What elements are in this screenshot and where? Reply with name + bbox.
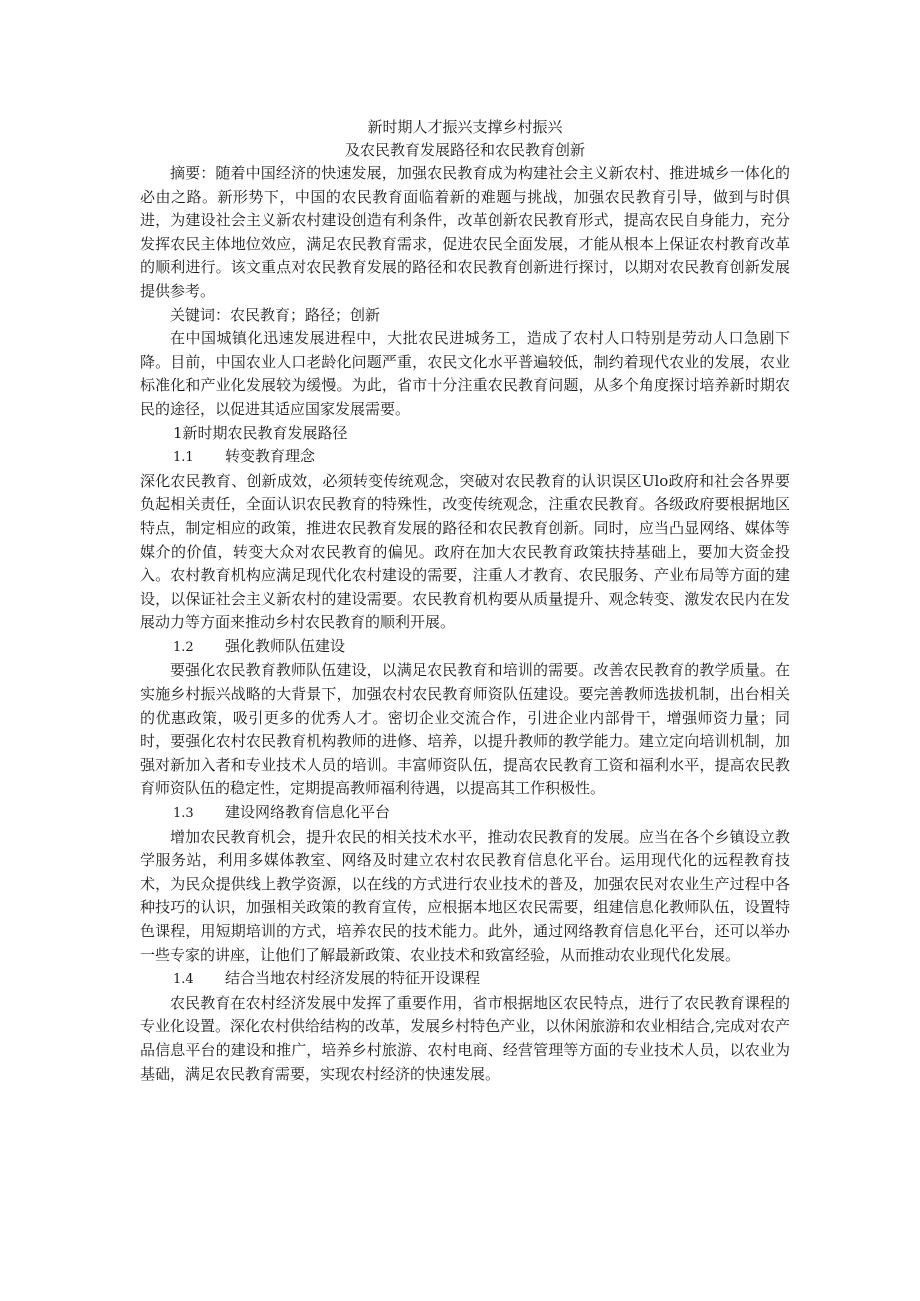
subsection-1-4-heading — [140, 967, 790, 992]
document-page — [140, 116, 790, 1086]
subsection-1-4-body: 农民教育在农村经济发展中发挥了重要作用，省市根据地区农民特点，进行了农民教育课程的专业化设置。深化农村供给结构的改革，发展乡村特色产业，以休闲旅游和农业相结合,完成对农产品信息平台的建设和推广，培养乡村旅游、农村电商、经营管理等方面的专业技术人员，以农业为基础，满足农民教育需要，实现农村经济的快速发展。 — [140, 993, 790, 1083]
subsection-1-1-body: 深化农民教育、创新成效，必须转变传统观念，突破对农民教育的认识误区Ulo政府和社会各界要负起相关责任，全面认识农民教育的特殊性，改变传统观念，注重农民教育。各级政府要根据地区特点，制定相应的政策，推进农民教育发展的路径和农民教育创新。同时，应当凸显网络、媒体等媒介的价值，转变大众对农民教育的偏见。政府在加大农民教育政策扶持基础上，要加大资金投入。农村教育机构应满足现代化农村建设的需要，注重人才教育、农民服务、产业布局等方面的建设，以保证社会主义新农村的建设需要。农民教育机构要从质量提升、观念转变、激发农民内在发展动力等方面来推动乡村农民教育的顺利开展。 — [140, 471, 790, 632]
subsection-number: 1.1 — [173, 450, 194, 466]
title-line-1: 新时期人才振兴支撑乡村振兴 — [367, 118, 563, 136]
subsection-number: 1.3 — [173, 806, 194, 822]
subsection-number: 1.4 — [173, 972, 194, 988]
subsection-1-1-heading — [140, 445, 790, 470]
subsection-number: 1.2 — [173, 639, 194, 655]
subsection-title: 建设网络教育信息化平台 — [225, 803, 391, 822]
title-line-2: 及农民教育发展路径和农民教育创新 — [344, 141, 585, 159]
subsection-1-2-body: 要强化农民教育教师队伍建设，以满足农民教育和培训的需要。改善农民教育的教学质量。在实施乡村振兴战略的大背景下，加强农村农民教育师资队伍建设。要完善教师选拔机制，出台相关的优惠政策，吸引更多的优秀人才。密切企业交流合作，引进企业内部骨干，增强师资力量；同时，要强化农村农民教育机构教师的进修、培养，以提升教师的教学能力。建立定向培训机制，加强对新加入者和专业技术人员的培训。丰富师资队伍，提高农民教育工资和福利水平，提高农民教育师资队伍的稳定性，定期提高教师福利待遇，以提高其工作积极性。 — [140, 661, 790, 798]
subsection-title: 结合当地农村经济发展的特征开设课程 — [225, 969, 481, 988]
subsection-1-3-body: 增加农民教育机会，提升农民的相关技术水平，推动农民教育的发展。应当在各个乡镇设立教学服务站，利用多媒体教室、网络及时建立农村农民教育信息化平台。运用现代化的远程教育技术，为民众提供线上教学资源，以在线的方式进行农业技术的普及，加强农民对农业生产过程中各种技巧的认识，加强相关政策的教育宣传，应根据本地区农民需要，组建信息化教师队伍，设置特色课程，用短期培训的方式，培养农民的技术能力。此外，通过网络教育信息化平台，还可以举办一些专家的讲座，让他们了解最新政策、农业技术和致富经验，从而推动农业现代化发展。 — [140, 827, 790, 964]
subsection-title: 强化教师队伍建设 — [225, 636, 346, 655]
keywords-line: 关键词：农民教育；路径；创新 — [170, 305, 381, 324]
section-1-heading: 1新时期农民教育发展路径 — [173, 423, 348, 442]
abstract-paragraph: 摘要：随着中国经济的快速发展，加强农民教育成为构建社会主义新农村、推进城乡一体化的必由之路。新形势下，中国的农民教育面临着新的难题与挑战，加强农民教育引导，做到与时俱进，为建设社会主义新农村建设创造有利条件，改革创新农民教育形式，提高农民自身能力，充分发挥农民主体地位效应，满足农民教育需求，促进农民全面发展，才能从根本上保证农村教育改革的顺利进行。该文重点对农民教育发展的路径和农民教育创新进行探讨，以期对农民教育创新发展提供参考。 — [140, 164, 790, 300]
subsection-title: 转变教育理念 — [225, 447, 316, 466]
subsection-1-3-heading — [140, 801, 790, 826]
intro-paragraph: 在中国城镇化迅速发展进程中，大批农民进城务工，造成了农村人口特别是劳动人口急剧下降。目前，中国农业人口老龄化问题严重，农民文化水平普遍较低，制约着现代农业的发展，农业标准化和产业化发展较为缓慢。为此，省市十分注重农民教育问题，从多个角度探讨培养新时期农民的途径，以促进其适应国家发展需要。 — [140, 329, 790, 418]
subsection-1-2-heading — [140, 635, 790, 660]
